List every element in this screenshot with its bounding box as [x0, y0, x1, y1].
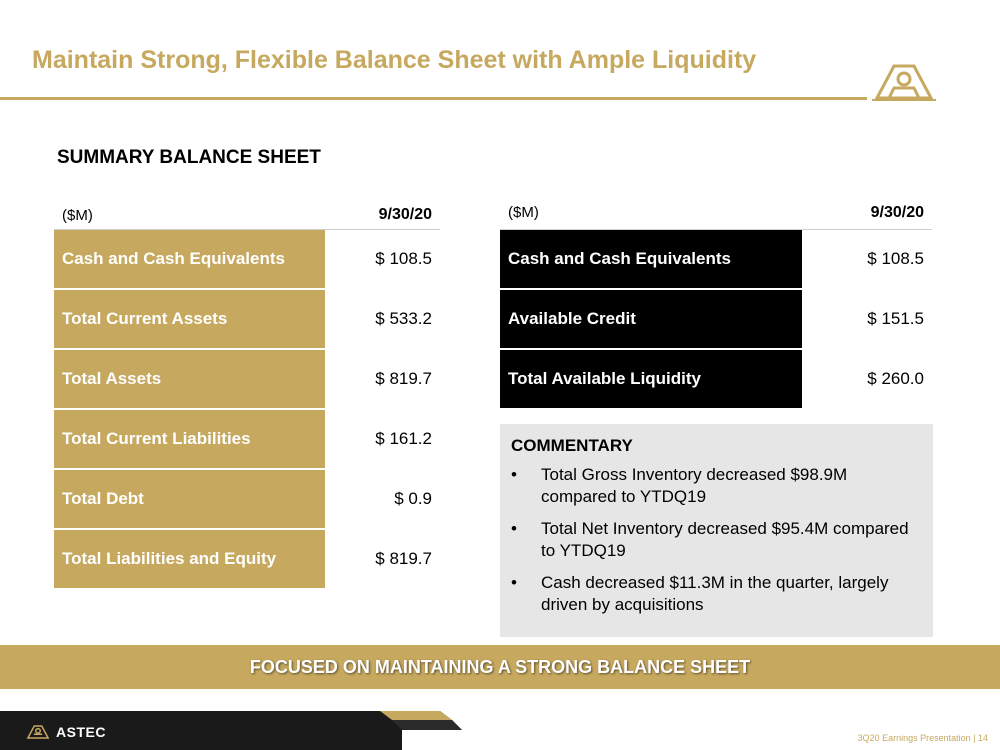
table-row — [500, 290, 932, 350]
commentary-text: Cash decreased $11.3M in the quarter, largely driven by acquisitions — [541, 573, 889, 614]
row-label: Cash and Cash Equivalents — [500, 230, 802, 288]
unit-label: ($M) — [62, 207, 93, 224]
title-rule — [0, 97, 867, 100]
row-label: Total Assets — [54, 350, 325, 408]
footer-page-info — [858, 733, 988, 743]
commentary-text: Total Gross Inventory decreased $98.9M compared to YTDQ19 — [541, 465, 848, 506]
row-label: Total Liabilities and Equity — [54, 530, 325, 588]
summary-balance-table — [54, 200, 440, 590]
row-label: Total Current Assets — [54, 290, 325, 348]
list-item — [511, 572, 923, 616]
bullet-icon: • — [511, 519, 517, 538]
date-header: 9/30/20 — [378, 206, 432, 223]
astec-logo-icon — [872, 62, 936, 102]
table-header — [500, 200, 932, 230]
table-header — [54, 200, 440, 230]
liquidity-table — [500, 200, 932, 410]
list-item — [511, 518, 923, 562]
row-label: Total Available Liquidity — [500, 350, 802, 408]
list-item — [511, 464, 923, 508]
table-row — [54, 470, 440, 530]
commentary-box — [500, 424, 933, 637]
astec-logo-icon — [26, 723, 50, 741]
commentary-title: COMMENTARY — [511, 436, 633, 455]
table-row — [54, 290, 440, 350]
table-row — [500, 350, 932, 410]
row-value: $ 108.5 — [867, 249, 924, 268]
row-value: $ 533.2 — [375, 309, 432, 328]
row-value: $ 161.2 — [375, 429, 432, 448]
row-value: $ 260.0 — [867, 369, 924, 388]
row-label: Available Credit — [500, 290, 802, 348]
bullet-icon: • — [511, 573, 517, 592]
row-value: $ 819.7 — [375, 549, 432, 568]
bullet-icon: • — [511, 465, 517, 484]
brand-name: ASTEC — [56, 724, 106, 740]
unit-label: ($M) — [508, 204, 539, 221]
row-value: $ 151.5 — [867, 309, 924, 328]
row-value: $ 0.9 — [394, 489, 432, 508]
row-value: $ 819.7 — [375, 369, 432, 388]
table-row — [54, 350, 440, 410]
commentary-text: Total Net Inventory decreased $95.4M compared to YTDQ19 — [541, 519, 909, 560]
presentation-title: 3Q20 Earnings Presentation | — [857, 733, 976, 743]
commentary-list — [511, 464, 923, 616]
row-label: Total Current Liabilities — [54, 410, 325, 468]
footer-logo — [26, 723, 106, 741]
row-label: Total Debt — [54, 470, 325, 528]
table-row — [500, 230, 932, 290]
row-label: Cash and Cash Equivalents — [54, 230, 325, 288]
section-heading: SUMMARY BALANCE SHEET — [57, 147, 321, 168]
page-number: 14 — [977, 733, 988, 743]
table-row — [54, 530, 440, 590]
row-value: $ 108.5 — [375, 249, 432, 268]
slide-title: Maintain Strong, Flexible Balance Sheet with Ample Liquidity — [32, 46, 757, 74]
table-row — [54, 410, 440, 470]
footer-bar — [0, 711, 1000, 750]
focus-banner: FOCUSED ON MAINTAINING A STRONG BALANCE SHEET — [0, 645, 1000, 689]
table-row — [54, 230, 440, 290]
date-header: 9/30/20 — [870, 204, 924, 221]
